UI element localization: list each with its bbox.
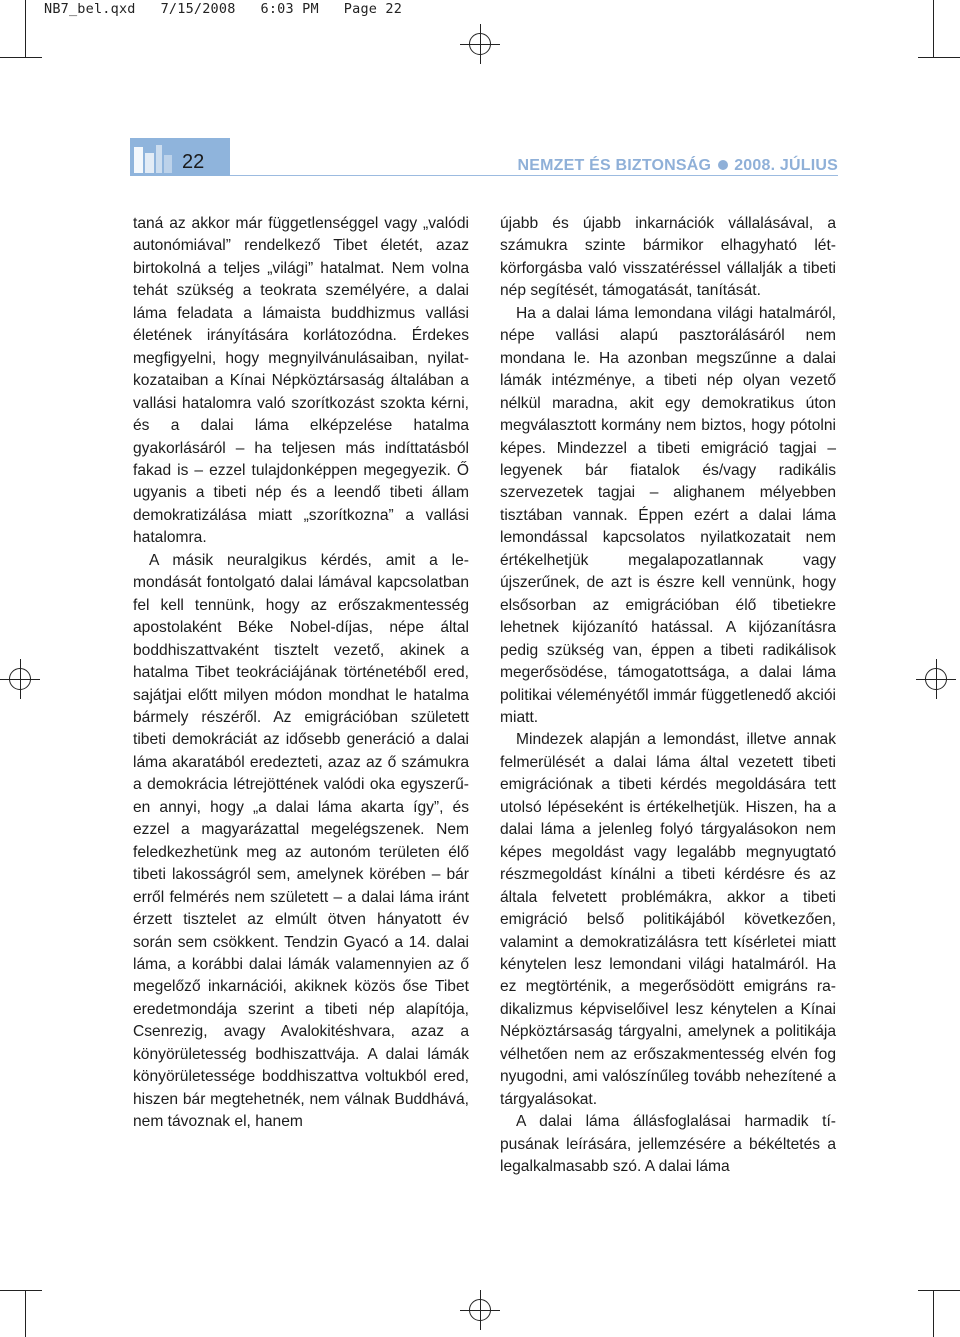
issue-date: 2008. JÚLIUS xyxy=(734,157,838,174)
left-column xyxy=(133,213,469,1134)
registration-mark-right xyxy=(916,659,956,699)
crop-mark xyxy=(0,57,42,58)
running-head xyxy=(517,157,838,175)
crop-mark xyxy=(933,1290,934,1337)
registration-mark-top xyxy=(460,24,500,64)
paragraph: A másik neuralgikus kérdés, amit a lemondását fontolgató dalai lámával kapcsolatban fel kell tennünk, hogy az erőszakmentesség apostolaként Béke Nobel-díjas, népe által boddhiszattvaként tisztelt vezető, akinek a hatalma Tibet teokráciájának történetéből ered, sajátjai előtt milyen módon mondhat le hatalma bármely részéről. Az emigrációban született tibeti demokráciát az idősebb generáció a dalai láma akaratából eredezteti, azaz az ő számukra a demokrácia létrejöttének valódi oka egyszerűen annyi, hogy „a dalai láma akarta így”, és ezzel a magyarázattal megelégszenek. Nem feledkezhetünk meg az autonóm területen élő tibeti lakosságról sem, amelynek körében – bár erről felmérés nem született – a dalai láma iránt érzett tisztelet az elmúlt ötven hányatott év során sem csökkent. Tendzin Gyacó a 14. dalai láma, a korábbi dalai lámák valamennyien az ő megelőző inkarnációi, akiknek közös őse Tibet eredetmondája szerint a tibeti nép alapítója, Csenrezig, avagy Avalokitéshvara, azaz a könyörületesség bodhiszattvája. A dalai lámák könyörületessége boddhiszattva voltukból ered, hiszen bár megtehetnék, nem válnak Buddhává, nem távoznak el, hanem xyxy=(133,551,469,1131)
crop-mark xyxy=(0,1290,42,1291)
registration-mark-bottom xyxy=(460,1290,500,1330)
paragraph: taná az akkor már függetlenséggel vagy „valódi autonómiával” rendelkező Tibet életét, azaz birtokolná a teljes „világi” hatalmat. Nem volna tehát szükség a teokrata személyére, a dalai láma feladata a lámaista buddhizmus vallási életének irányítására korlátozódna. Érdekes megfigyelni, hogy megnyilvánulásaiban, nyilatkozataiban a Kínai Népköztársaság általában a vallási hatalomra való szorítkozást szokta kérni, és a dalai láma elképzelése hatalma gyakorlásáról – ha teljesen más indíttatásból fakad is – ezzel tulajdonképpen megegyezik. Ő ugyanis a tibeti nép és a leendő tibeti állam demokratizálása miatt „szorítkozna” a vallási hatalomra. xyxy=(133,215,469,547)
journal-title: NEMZET ÉS BIZTONSÁG xyxy=(517,157,712,174)
right-column xyxy=(500,213,836,1178)
crop-mark xyxy=(25,1290,26,1337)
page-number: 22 xyxy=(182,151,205,173)
crop-mark xyxy=(25,0,26,58)
journal-logo-icon xyxy=(132,141,176,175)
paragraph: A dalai láma állásfoglalásai harmadik típusának leírására, jellemzésére a békéltetés a legalkalmasabb szó. A dalai láma xyxy=(500,1113,836,1176)
print-slug: NB7_bel.qxd 7/15/2008 6:03 PM Page 22 xyxy=(44,1,403,17)
crop-mark xyxy=(918,57,960,58)
crop-mark xyxy=(933,0,934,58)
paragraph: Mindezek alapján a lemondást, illetve annak felmerülését a dalai láma által vezetett tibeti emigrációnak a tibeti kérdés megoldására tett utolsó lépéseként is értékelhetjük. Hiszen, ha a dalai láma a jelenleg folyó tárgyalásokon nem képes megoldást vagy legalább megnyugtató részmegoldást kínálni a tibeti kérdésre és az általa felvetett problémákra, akkor a tibeti emigráció belső politikájából következően, valamint a demokratizálásra tett kísérletei miatt kénytelen lesz lemondani világi hatalmáról. Ha ez megtörténik, a megerősödött emigráns radikalizmus képviselőivel lesz kénytelen a Kínai Népköztársaság tárgyalni, amelynek a politikája vélhetően nem az erőszakmentesség elvén fog nyugodni, ami valószínűleg tovább nehezítené a tárgyalásokat. xyxy=(500,731,836,1108)
crop-mark xyxy=(918,1290,960,1291)
registration-mark-left xyxy=(0,659,40,699)
header-rule xyxy=(230,175,838,176)
bullet-dot-icon xyxy=(718,160,728,170)
paragraph: Ha a dalai láma lemondana világi hatalmáról, népe vallási alapú pasztorálásáról nem mondana le. Ha azonban megszűnne a dalai lámák intézménye, a tibeti nép olyan vezető nélkül maradna, akit egy demokratikus úton megválasztott kormány nem biztos, hogy pótolni képes. Mindezzel a tibeti emigráció tagjai – legyenek bár fiatalok és/vagy radikális szervezetek tagjai – alighanem mélyebben tisztában vannak. Éppen ezért a dalai láma lemondással kapcsolatos nyilatkozatait nem értékelhetjük megalapozatlannak vagy újszerűnek, de azt is észre kell vennünk, hogy elsősorban az emigrációban élő tibetiekre lehetnek kijózanító hatással. A kijózanításra pedig szükség van, éppen a tibeti radikálisok megerősödése, támogatottsága, a dalai láma politikai véleményétől immár függetlenedő akciói miatt. xyxy=(500,304,836,726)
paragraph: újabb és újabb inkarnációk vállalásával, a számukra szinte bármikor elhagyható létkörforgásba való visszatéréssel vállalják a tibeti nép segítését, támogatását, tanítását. xyxy=(500,215,836,300)
